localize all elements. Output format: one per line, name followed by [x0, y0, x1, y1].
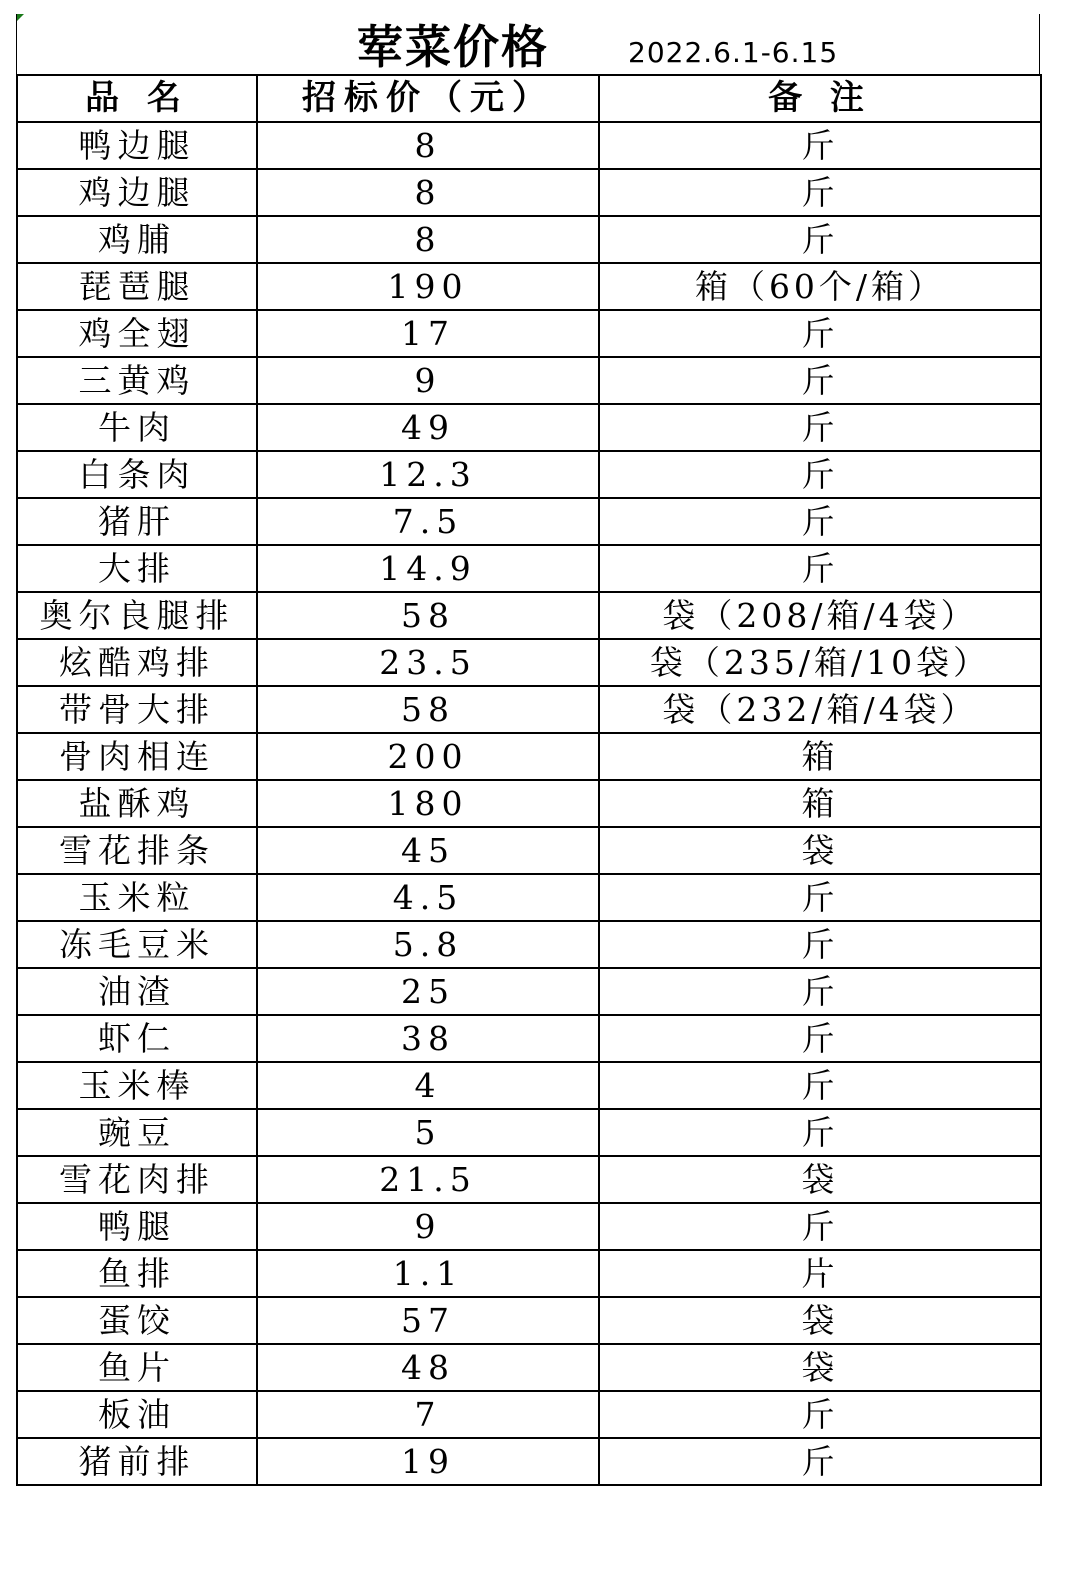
- item-name-cell: 豌豆: [17, 1109, 257, 1156]
- item-name-cell: 鸡边腿: [17, 169, 257, 216]
- item-price-cell: 21.5: [257, 1156, 599, 1203]
- item-note-cell: 斤: [599, 451, 1041, 498]
- item-name-cell: 琵琶腿: [17, 263, 257, 310]
- item-name-cell: 油渣: [17, 968, 257, 1015]
- spreadsheet: [16, 14, 1040, 1486]
- item-name-cell: 牛肉: [17, 404, 257, 451]
- item-price-cell: 38: [257, 1015, 599, 1062]
- item-name-cell: 炫酷鸡排: [17, 639, 257, 686]
- item-price-cell: 58: [257, 686, 599, 733]
- header-note: 备 注: [599, 75, 1041, 122]
- item-price-cell: 48: [257, 1344, 599, 1391]
- item-note-cell: 袋: [599, 827, 1041, 874]
- item-name-cell: 奥尔良腿排: [17, 592, 257, 639]
- item-note-cell: 斤: [599, 545, 1041, 592]
- item-note-cell: 袋（232/箱/4袋）: [599, 686, 1041, 733]
- item-price-cell: 9: [257, 357, 599, 404]
- item-price-cell: 8: [257, 169, 599, 216]
- item-price-cell: 7.5: [257, 498, 599, 545]
- item-price-cell: 19: [257, 1438, 599, 1485]
- item-note-cell: 斤: [599, 1062, 1041, 1109]
- item-price-cell: 9: [257, 1203, 599, 1250]
- item-price-cell: 25: [257, 968, 599, 1015]
- item-note-cell: 箱: [599, 780, 1041, 827]
- item-price-cell: 57: [257, 1297, 599, 1344]
- table-row: [17, 545, 1041, 592]
- item-price-cell: 180: [257, 780, 599, 827]
- table-row: [17, 874, 1041, 921]
- table-row: [17, 1438, 1041, 1485]
- item-note-cell: 斤: [599, 1391, 1041, 1438]
- item-name-cell: 蛋饺: [17, 1297, 257, 1344]
- item-note-cell: 箱: [599, 733, 1041, 780]
- item-note-cell: 袋: [599, 1344, 1041, 1391]
- table-row: [17, 780, 1041, 827]
- table-row: [17, 733, 1041, 780]
- table-row: [17, 639, 1041, 686]
- item-name-cell: 白条肉: [17, 451, 257, 498]
- item-price-cell: 7: [257, 1391, 599, 1438]
- item-note-cell: 斤: [599, 357, 1041, 404]
- table-row: [17, 1344, 1041, 1391]
- item-price-cell: 45: [257, 827, 599, 874]
- table-row: [17, 310, 1041, 357]
- table-row: [17, 216, 1041, 263]
- table-row: [17, 592, 1041, 639]
- table-row: [17, 451, 1041, 498]
- item-name-cell: 玉米棒: [17, 1062, 257, 1109]
- item-note-cell: 袋（208/箱/4袋）: [599, 592, 1041, 639]
- item-name-cell: 三黄鸡: [17, 357, 257, 404]
- item-note-cell: 斤: [599, 1015, 1041, 1062]
- item-price-cell: 14.9: [257, 545, 599, 592]
- item-name-cell: 猪肝: [17, 498, 257, 545]
- item-name-cell: 骨肉相连: [17, 733, 257, 780]
- item-price-cell: 12.3: [257, 451, 599, 498]
- item-name-cell: 冻毛豆米: [17, 921, 257, 968]
- table-row: [17, 1297, 1041, 1344]
- item-note-cell: 斤: [599, 874, 1041, 921]
- item-name-cell: 玉米粒: [17, 874, 257, 921]
- item-note-cell: 斤: [599, 498, 1041, 545]
- item-price-cell: 190: [257, 263, 599, 310]
- date-range: 2022.6.1-6.15: [628, 36, 839, 69]
- item-name-cell: 鸡脯: [17, 216, 257, 263]
- item-note-cell: 斤: [599, 310, 1041, 357]
- table-row: [17, 1015, 1041, 1062]
- item-price-cell: 8: [257, 216, 599, 263]
- sheet-title: 荤菜价格: [357, 20, 549, 74]
- item-name-cell: 鸡全翅: [17, 310, 257, 357]
- item-name-cell: 鸭边腿: [17, 122, 257, 169]
- item-name-cell: 盐酥鸡: [17, 780, 257, 827]
- item-note-cell: 箱（60个/箱）: [599, 263, 1041, 310]
- table-row: [17, 1203, 1041, 1250]
- item-note-cell: 斤: [599, 169, 1041, 216]
- item-price-cell: 8: [257, 122, 599, 169]
- item-price-cell: 23.5: [257, 639, 599, 686]
- item-price-cell: 5.8: [257, 921, 599, 968]
- table-row: [17, 1156, 1041, 1203]
- title-row: [16, 14, 1040, 74]
- item-name-cell: 带骨大排: [17, 686, 257, 733]
- item-note-cell: 斤: [599, 1438, 1041, 1485]
- item-note-cell: 斤: [599, 1203, 1041, 1250]
- table-row: [17, 498, 1041, 545]
- table-row: [17, 169, 1041, 216]
- item-price-cell: 49: [257, 404, 599, 451]
- item-note-cell: 斤: [599, 216, 1041, 263]
- table-row: [17, 1109, 1041, 1156]
- item-note-cell: 斤: [599, 921, 1041, 968]
- table-row: [17, 968, 1041, 1015]
- item-name-cell: 大排: [17, 545, 257, 592]
- item-name-cell: 鸭腿: [17, 1203, 257, 1250]
- item-price-cell: 4: [257, 1062, 599, 1109]
- item-name-cell: 雪花排条: [17, 827, 257, 874]
- table-row: [17, 686, 1041, 733]
- price-table: [16, 74, 1042, 1486]
- table-body: [17, 122, 1041, 1485]
- header-price: 招标价（元）: [257, 75, 599, 122]
- table-row: [17, 1391, 1041, 1438]
- item-price-cell: 5: [257, 1109, 599, 1156]
- table-row: [17, 1250, 1041, 1297]
- item-name-cell: 虾仁: [17, 1015, 257, 1062]
- table-row: [17, 357, 1041, 404]
- item-note-cell: 斤: [599, 968, 1041, 1015]
- item-note-cell: 袋: [599, 1297, 1041, 1344]
- table-row: [17, 1062, 1041, 1109]
- item-note-cell: 斤: [599, 1109, 1041, 1156]
- header-row: [17, 75, 1041, 122]
- item-note-cell: 斤: [599, 404, 1041, 451]
- item-name-cell: 猪前排: [17, 1438, 257, 1485]
- item-name-cell: 鱼排: [17, 1250, 257, 1297]
- table-row: [17, 921, 1041, 968]
- item-note-cell: 袋（235/箱/10袋）: [599, 639, 1041, 686]
- item-price-cell: 1.1: [257, 1250, 599, 1297]
- item-name-cell: 鱼片: [17, 1344, 257, 1391]
- item-price-cell: 17: [257, 310, 599, 357]
- table-row: [17, 827, 1041, 874]
- header-name: 品 名: [17, 75, 257, 122]
- table-row: [17, 263, 1041, 310]
- item-price-cell: 4.5: [257, 874, 599, 921]
- item-price-cell: 200: [257, 733, 599, 780]
- item-note-cell: 袋: [599, 1156, 1041, 1203]
- table-row: [17, 404, 1041, 451]
- table-row: [17, 122, 1041, 169]
- item-name-cell: 雪花肉排: [17, 1156, 257, 1203]
- item-price-cell: 58: [257, 592, 599, 639]
- item-note-cell: 片: [599, 1250, 1041, 1297]
- item-name-cell: 板油: [17, 1391, 257, 1438]
- item-note-cell: 斤: [599, 122, 1041, 169]
